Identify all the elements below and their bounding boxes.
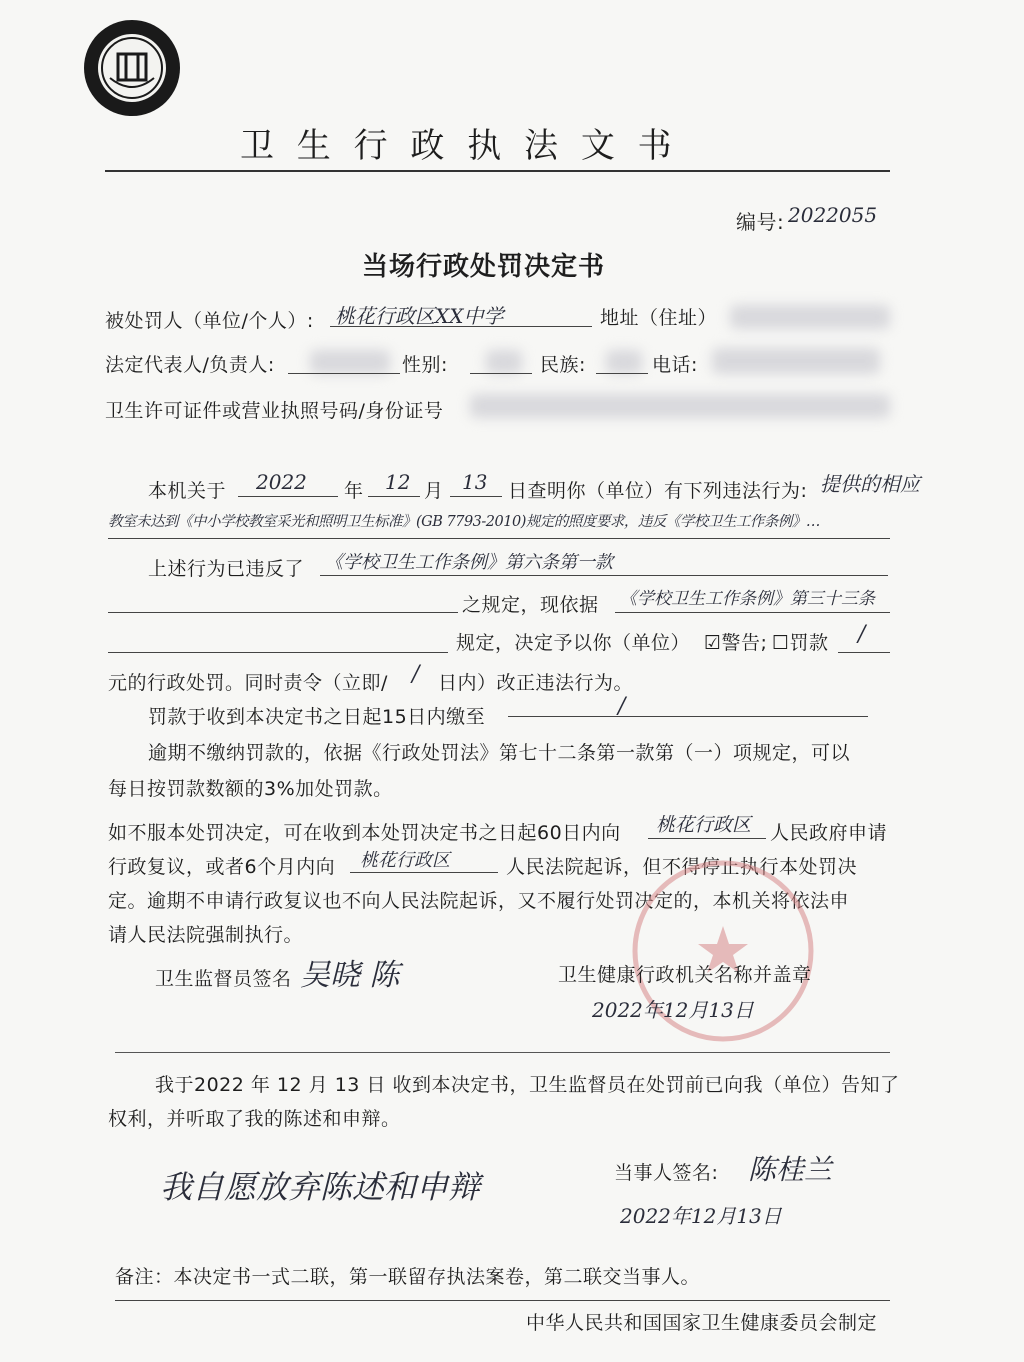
- address-redacted: [730, 305, 890, 329]
- p3-blank-line: [108, 612, 458, 613]
- p4-fine: ☐罚款: [772, 632, 829, 654]
- p1-violation-2: 教室未达到《中小学校教室采光和照明卫生标准》(GB 7793-2010)规定的照度要求，违反《学校卫生工作条例》…: [108, 514, 820, 530]
- p1-month-line: [368, 496, 420, 497]
- rep-redacted: [310, 350, 390, 374]
- p9-gov-line: [648, 838, 766, 839]
- p2-law-line: [320, 575, 888, 576]
- p4-blank-line: [108, 652, 448, 653]
- p10-b: 人民法院起诉，但不得停止执行本处罚决: [506, 856, 858, 878]
- p9-a: 如不服本处罚决定，可在收到本处罚决定书之日起60日内向: [108, 822, 621, 844]
- p7: 逾期不缴纳罚款的，依据《行政处罚法》第七十二条第一款第（一）项规定，可以: [148, 742, 851, 764]
- p10-court-line: [350, 872, 498, 873]
- doc-title: 当场行政处罚决定书: [362, 252, 606, 282]
- rep-label: 法定代表人/负责人:: [105, 354, 275, 376]
- p4-fine-line: [838, 652, 890, 653]
- footer-text: 中华人民共和国国家卫生健康委员会制定: [526, 1312, 878, 1334]
- ethnicity-redacted: [606, 350, 642, 374]
- inspector-label: 卫生监督员签名: [155, 968, 292, 990]
- p4-warning: ☑警告;: [704, 632, 768, 654]
- note: 备注：本决定书一式二联，第一联留存执法案卷，第二联交当事人。: [115, 1266, 701, 1288]
- doc-number-value: 2022055: [788, 203, 878, 227]
- p10-a: 行政复议，或者6个月内向: [108, 856, 336, 878]
- p2-law: 《学校卫生工作条例》第六条第一款: [325, 552, 613, 573]
- gender-label: 性别:: [402, 354, 448, 376]
- p1-b: 年: [344, 480, 364, 502]
- party-value: 桃花行政区XX中学: [335, 304, 504, 328]
- p3-law-line: [615, 612, 890, 613]
- phone-label: 电话:: [652, 354, 698, 376]
- phone-redacted: [712, 348, 880, 374]
- p1-day: 13: [462, 470, 488, 494]
- party-signature: 陈桂兰: [748, 1153, 833, 1186]
- ethnicity-label: 民族:: [540, 354, 586, 376]
- license-redacted: [470, 394, 890, 418]
- p4-fine-value: /: [858, 622, 866, 647]
- p9-gov: 桃花行政区: [656, 814, 752, 836]
- p1-d: 日查明你（单位）有下列违法行为:: [508, 480, 808, 502]
- agency-date: 2022年12月13日: [592, 998, 754, 1022]
- p3-law: 《学校卫生工作条例》第三十三条: [620, 589, 875, 609]
- p6-line: [508, 716, 868, 717]
- gender-redacted: [486, 350, 522, 374]
- doc-number-label: 编号:: [736, 210, 785, 234]
- p1-year-line: [238, 496, 338, 497]
- p5: 元的行政处罚。同时责令（立即/: [108, 672, 388, 694]
- p1-month: 12: [385, 470, 411, 494]
- p1-c: 月: [424, 480, 444, 502]
- receipt-line-1: 我于2022 年 12 月 13 日 收到本决定书，卫生监督员在处罚前已向我（单位）告知了: [155, 1074, 900, 1096]
- p4-a: 规定，决定予以你（单位）: [456, 632, 691, 654]
- party-label: 被处罚人（单位/个人）:: [105, 310, 314, 332]
- license-label: 卫生许可证件或营业执照号码/身份证号: [105, 400, 444, 422]
- p9-b: 人民政府申请: [770, 822, 888, 844]
- statement-handwritten: 我自愿放弃陈述和申辩: [160, 1168, 481, 1206]
- p10-court: 桃花行政区: [360, 850, 450, 871]
- p2-a: 上述行为已违反了: [148, 558, 305, 580]
- inspector-signature: 吴晓 陈: [300, 958, 400, 993]
- header-title: 卫 生 行 政 执 法 文 书: [240, 126, 678, 166]
- p6-a: 罚款于收到本决定书之日起15日内缴至: [148, 706, 486, 728]
- p1-violation-1: 提供的相应: [820, 472, 920, 496]
- p1-day-line: [450, 496, 502, 497]
- p1-year: 2022: [256, 470, 307, 494]
- party-sign-label: 当事人签名:: [614, 1162, 719, 1184]
- receipt-line-2: 权利，并听取了我的陈述和申辩。: [108, 1108, 401, 1130]
- address-label: 地址（住址）: [600, 307, 718, 329]
- p1-a: 本机关于: [148, 480, 227, 502]
- agency-label: 卫生健康行政机关名称并盖章: [558, 964, 812, 986]
- rep-underline: [288, 373, 400, 374]
- p8: 每日按罚款数额的3%加处罚款。: [108, 778, 393, 800]
- p5-b: 日内）改正违法行为。: [438, 672, 634, 694]
- party-underline: [330, 326, 592, 327]
- p6-value: /: [618, 694, 626, 719]
- header-rule: [105, 170, 890, 172]
- p1-violation-line-2: [108, 538, 890, 539]
- p11: 定。逾期不申请行政复议也不向人民法院起诉，又不履行处罚决定的，本机关将依法申: [108, 890, 850, 912]
- footer-rule: [115, 1300, 890, 1301]
- party-date: 2022年12月13日: [620, 1204, 782, 1228]
- gender-underline: [470, 373, 532, 374]
- p5-days: /: [412, 662, 420, 687]
- emblem-logo: [82, 18, 182, 118]
- p12: 请人民法院强制执行。: [108, 924, 304, 946]
- p3-b: 之规定，现依据: [462, 594, 599, 616]
- receipt-separator: [115, 1052, 890, 1053]
- ethnicity-underline: [596, 373, 648, 374]
